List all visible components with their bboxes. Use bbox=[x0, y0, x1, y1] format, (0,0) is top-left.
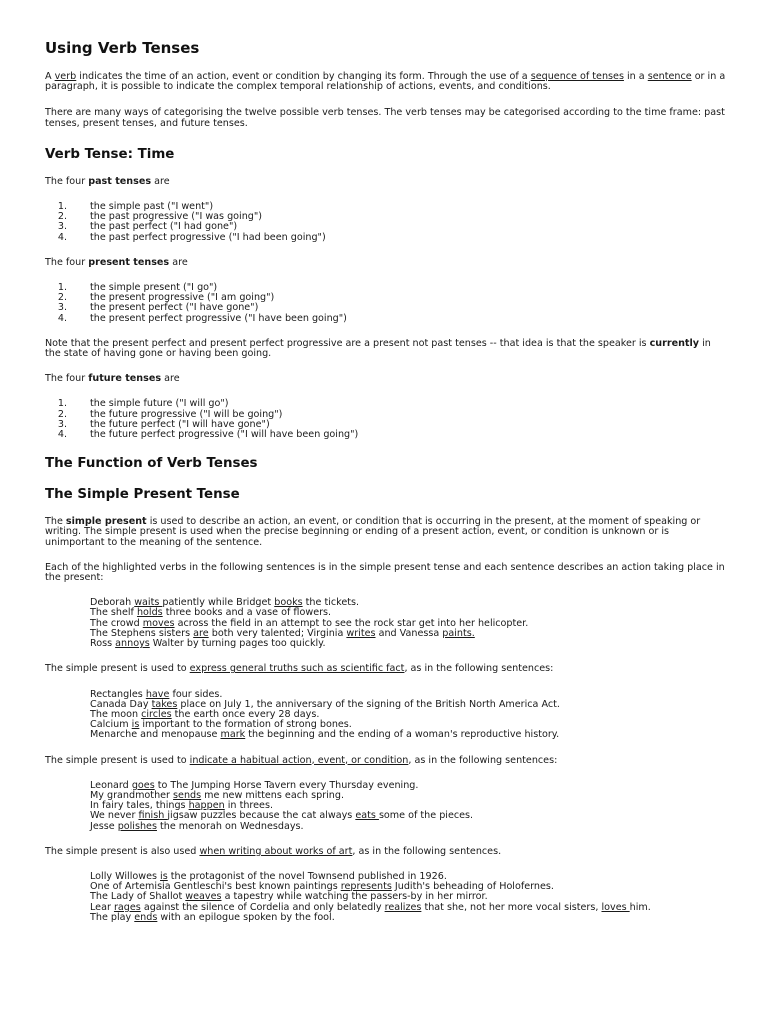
list-item-text: the past perfect ("I had gone") bbox=[90, 221, 238, 233]
example-sentence: Ross annoys Walter by turning pages too quickly. bbox=[90, 638, 326, 650]
heading-verb-tense-time: Verb Tense: Time bbox=[45, 146, 175, 162]
example-sentence: The crowd moves across the field in an attempt to see the rock star get into her helicopter. bbox=[90, 617, 529, 629]
list-item-number: 3. bbox=[57, 221, 67, 233]
example-sentence: Lolly Willowes is the protagonist of the novel Townsend published in 1926. bbox=[90, 870, 447, 882]
underlined-term: holds bbox=[136, 607, 163, 619]
list-item-text: the future perfect ("I will have gone") bbox=[90, 418, 270, 430]
underlined-term: writes bbox=[346, 627, 376, 639]
list-item-number: 1. bbox=[57, 201, 67, 213]
example-sentence: Menarche and menopause mark the beginning and the ending of a woman's reproductive history. bbox=[90, 729, 560, 741]
underlined-term: when writing about works of art bbox=[199, 845, 353, 857]
underlined-term: is bbox=[131, 719, 140, 731]
list-item-number: 4. bbox=[57, 312, 67, 324]
list-item-text: the present perfect ("I have gone") bbox=[90, 302, 259, 314]
example-sentence: Calcium is important to the formation of strong bones. bbox=[90, 719, 352, 731]
list-item-text: the future perfect progressive ("I will have been going") bbox=[90, 429, 359, 441]
underlined-term: mark bbox=[220, 729, 246, 741]
bold-term: future tenses bbox=[88, 373, 162, 385]
underlined-term: rages bbox=[113, 901, 141, 913]
example-sentence: Deborah waits patiently while Bridget books the tickets. bbox=[90, 597, 360, 609]
example-sentence: Jesse polishes the menorah on Wednesdays. bbox=[90, 820, 304, 832]
underlined-term: indicate a habitual action, event, or condition bbox=[189, 754, 409, 766]
present-tenses-intro: The four present tenses are bbox=[45, 256, 188, 268]
intro-paragraph-2: There are many ways of categorising the twelve possible verb tenses. The verb tenses may be categorised according to the time frame: past tenses, present tenses, and future tenses. bbox=[45, 107, 725, 129]
list-item-number: 1. bbox=[57, 398, 67, 410]
underlined-term: annoys bbox=[115, 638, 150, 650]
list-item-number: 2. bbox=[57, 211, 67, 223]
simple-present-definition: The simple present is used to describe an action, an event, or condition that is occurring in the present, at the moment of speaking or writing. The simple present is used when the precise beginning or ending of a present action, event, or condition is unknown or is unimportant to the meaning of the sentence. bbox=[45, 516, 701, 548]
underlined-term: paints. bbox=[442, 627, 475, 639]
example-sentence: The Stephens sisters are both very talented; Virginia writes and Vanessa paints. bbox=[90, 627, 475, 639]
example-sentence: The Lady of Shallot weaves a tapestry while watching the passers-by in her mirror. bbox=[90, 891, 488, 903]
list-item-number: 3. bbox=[57, 418, 67, 430]
underlined-term: takes bbox=[151, 698, 178, 710]
underlined-term: represents bbox=[340, 881, 392, 893]
underlined-term: happen bbox=[188, 800, 225, 812]
underlined-term: sentence bbox=[647, 71, 692, 82]
underlined-term: circles bbox=[141, 708, 172, 720]
heading-function-of-verb-tenses: The Function of Verb Tenses bbox=[45, 456, 258, 472]
future-tenses-intro: The four future tenses are bbox=[45, 373, 180, 385]
page-title: Using Verb Tenses bbox=[45, 39, 200, 57]
underlined-term: is bbox=[160, 870, 168, 882]
underlined-term: waits bbox=[134, 597, 163, 609]
list-item-number: 4. bbox=[57, 231, 67, 243]
list-item-number: 4. bbox=[57, 429, 67, 441]
simple-present-examples-intro: Each of the highlighted verbs in the following sentences is in the simple present tense and each sentence describes an action taking place in the present: bbox=[45, 561, 725, 584]
underlined-term: ends bbox=[134, 911, 158, 923]
examples-works-of-art bbox=[90, 872, 728, 923]
bold-term: currently bbox=[649, 337, 700, 349]
list-item bbox=[45, 233, 728, 243]
perfect-tense-note: Note that the present perfect and present perfect progressive are a present not past tenses -- that idea is that the speaker is currently in the state of having gone or having been going. bbox=[45, 337, 711, 360]
present-tenses-list bbox=[45, 283, 728, 324]
heading-simple-present: The Simple Present Tense bbox=[45, 487, 240, 503]
examples-habitual-actions bbox=[90, 781, 728, 832]
list-item-text: the past perfect progressive ("I had been going") bbox=[90, 231, 326, 243]
list-item-text: the present perfect progressive ("I have been going") bbox=[90, 312, 347, 324]
habitual-action-intro: The simple present is used to indicate a habitual action, event, or condition, as in the following sentences: bbox=[45, 754, 558, 766]
example-sentence: In fairy tales, things happen in threes. bbox=[90, 800, 273, 812]
past-tenses-list bbox=[45, 202, 728, 243]
underlined-term: sequence of tenses bbox=[530, 71, 624, 82]
example-sentence: My grandmother sends me new mittens each spring. bbox=[90, 789, 345, 801]
underlined-term: moves bbox=[142, 617, 175, 629]
example-sentence: Rectangles have four sides. bbox=[90, 688, 223, 700]
underlined-term: loves bbox=[601, 901, 630, 913]
works-of-art-intro: The simple present is also used when writing about works of art, as in the following sentences. bbox=[45, 845, 502, 857]
list-item-number: 2. bbox=[57, 408, 67, 420]
list-item-text: the past progressive ("I was going") bbox=[90, 211, 263, 223]
example-sentence: We never finish jigsaw puzzles because the cat always eats some of the pieces. bbox=[90, 810, 474, 822]
bold-term: simple present bbox=[65, 516, 147, 528]
list-item-text: the future progressive ("I will be going") bbox=[90, 408, 283, 420]
list-item-text: the simple future ("I will go") bbox=[90, 398, 229, 410]
underlined-term: verb bbox=[54, 71, 77, 82]
list-item bbox=[45, 314, 728, 324]
underlined-term: have bbox=[145, 688, 170, 700]
example-sentence: Leonard goes to The Jumping Horse Tavern every Thursday evening. bbox=[90, 779, 419, 791]
list-item-text: the simple present ("I go") bbox=[90, 282, 218, 294]
underlined-term: polishes bbox=[117, 820, 157, 832]
examples-present-actions bbox=[90, 598, 728, 649]
past-tenses-intro: The four past tenses are bbox=[45, 175, 170, 187]
future-tenses-list bbox=[45, 399, 728, 440]
example-sentence: Lear rages against the silence of Cordelia and only belatedly realizes that she, not her more vocal sisters, loves him. bbox=[90, 901, 651, 913]
bold-term: present tenses bbox=[88, 256, 170, 268]
underlined-term: realizes bbox=[384, 901, 422, 913]
underlined-term: books bbox=[274, 597, 303, 609]
example-sentence: The moon circles the earth once every 28 days. bbox=[90, 708, 320, 720]
underlined-term: eats bbox=[355, 810, 379, 822]
list-item-number: 2. bbox=[57, 292, 67, 304]
bold-term: past tenses bbox=[88, 175, 152, 187]
list-item-text: the present progressive ("I am going") bbox=[90, 292, 275, 304]
underlined-term: are bbox=[193, 627, 209, 639]
list-item-text: the simple past ("I went") bbox=[90, 201, 214, 213]
example-sentence: One of Artemisia Gentleschi's best known paintings represents Judith's beheading of Holofernes. bbox=[90, 881, 554, 893]
underlined-term: sends bbox=[173, 789, 202, 801]
list-item-number: 3. bbox=[57, 302, 67, 314]
example-sentence: The shelf holds three books and a vase of flowers. bbox=[90, 607, 332, 619]
underlined-term: express general truths such as scientific fact bbox=[189, 663, 405, 675]
example-sentence: The play ends with an epilogue spoken by the fool. bbox=[90, 911, 335, 923]
underlined-term: goes bbox=[131, 779, 155, 791]
underlined-term: finish bbox=[138, 810, 168, 822]
underlined-term: weaves bbox=[185, 891, 222, 903]
example-sentence: Canada Day takes place on July 1, the anniversary of the signing of the British North America Act. bbox=[90, 698, 560, 710]
list-item bbox=[45, 430, 728, 440]
intro-paragraph-1: A verb indicates the time of an action, event or condition by changing its form. Through the use of a sequence of tenses in a sentence or in a paragraph, it is possible to indicate the complex temporal relationship of actions, events, and conditions. bbox=[45, 71, 726, 93]
general-truths-intro: The simple present is used to express general truths such as scientific fact, as in the following sentences: bbox=[45, 663, 554, 675]
examples-general-truths bbox=[90, 690, 728, 741]
list-item-number: 1. bbox=[57, 282, 67, 294]
